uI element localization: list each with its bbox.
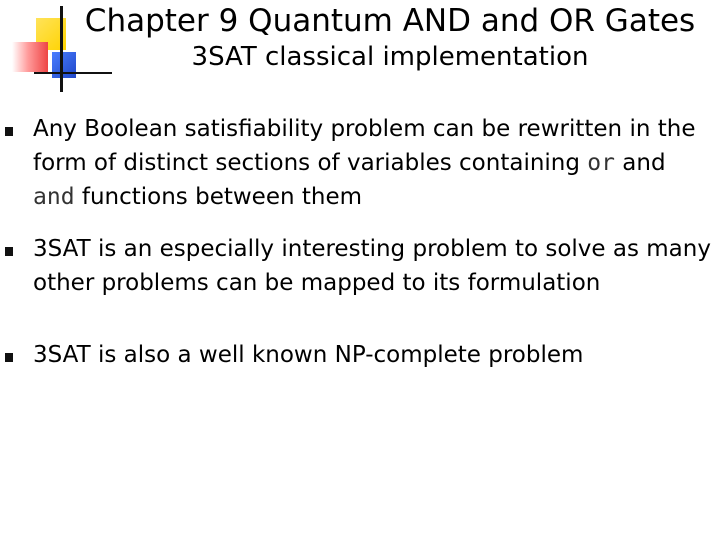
bullet-text-part: functions between them — [74, 184, 363, 210]
square-bullet-icon — [5, 247, 13, 256]
bullet-text: 3SAT is an especially interesting problem to solve as many other problems can be mapped to its formulation — [33, 236, 711, 296]
bullet-text: 3SAT is also a well known NP-complete problem — [33, 342, 584, 368]
bullet-text-part: Any Boolean satisfiability problem can be rewritten in the form of distinct sections of variables containing — [33, 116, 696, 176]
bullet-text-part: and — [615, 150, 666, 176]
bullet-text — [33, 112, 713, 214]
inline-code: or — [587, 150, 615, 176]
slide-subtitle: 3SAT classical implementation — [191, 42, 589, 72]
slide-title: Chapter 9 Quantum AND and OR Gates — [84, 3, 696, 39]
inline-code: and — [33, 184, 75, 210]
square-bullet-icon — [5, 127, 13, 136]
square-bullet-icon — [5, 353, 13, 362]
